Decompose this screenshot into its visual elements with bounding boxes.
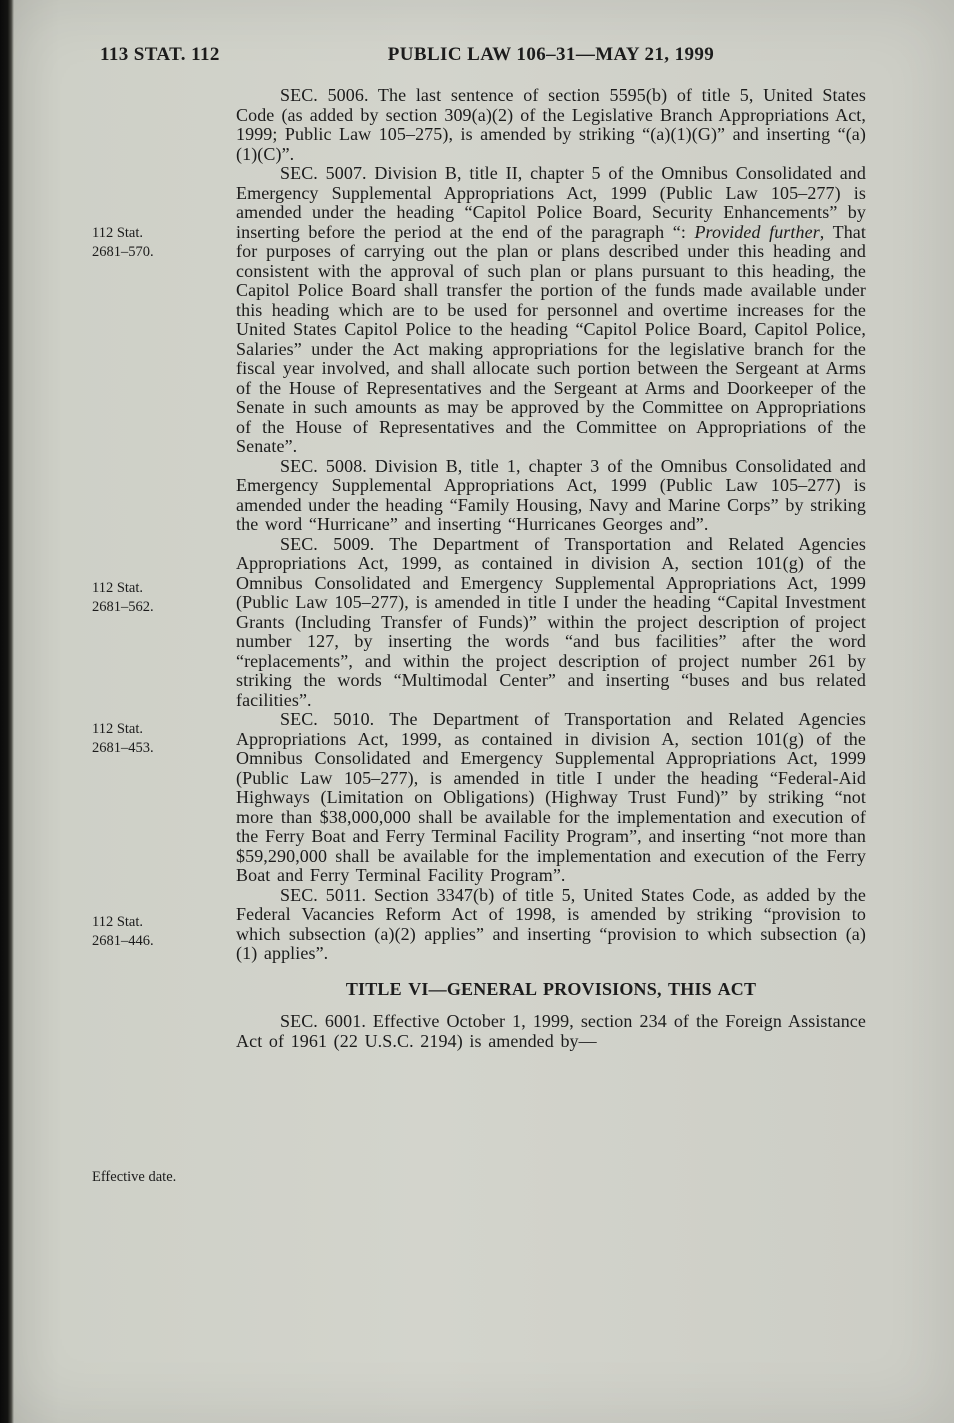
scan-edge bbox=[0, 0, 14, 1423]
margin-note-line: 2681–570. bbox=[92, 244, 154, 260]
margin-note-line: 2681–453. bbox=[92, 740, 154, 756]
stat-citation: 113 STAT. 112 bbox=[100, 44, 220, 65]
title-vi-heading: TITLE VI—GENERAL PROVISIONS, THIS ACT bbox=[345, 978, 757, 999]
margin-note-2681-453 bbox=[92, 720, 232, 758]
margin-note-line: 2681–446. bbox=[92, 933, 154, 949]
paragraph-sec-5009: SEC. 5009. The Department of Transportation and Related Agencies Appropriations Act, 1999, as contained in division A, section 101(g) of the Omnibus Consolidated and Emergency Supplemental Appropriations Act, 1999 (Public Law 105–277), is amended in title I under the heading “Capital Investment Grants (Including Transfer of Funds)” within the project description of project number 127, by inserting the words “and bus facilities” after the word “replacements”, and within the project description of project number 261 by striking the words “Multimodal Center” and inserting “buses and bus related facilities”. bbox=[236, 533, 866, 710]
margin-note-line: 112 Stat. bbox=[92, 721, 144, 737]
paragraph-sec-5008: SEC. 5008. Division B, title 1, chapter 3 of the Omnibus Consolidated and Emergency Supplemental Appropriations Act, 1999 (Public Law 105–277) is amended under the heading “Family Housing, Navy and Marine Corps” by striking the word “Hurricane” and inserting “Hurricanes Georges and”. bbox=[236, 455, 866, 534]
paragraph-sec-5011: SEC. 5011. Section 3347(b) of title 5, United States Code, as added by the Federal Vacancies Reform Act of 1998, is amended by striking “provision to which subsection (a)(2) applies” and inserting “provision to which subsection (a)(1) applies”. bbox=[236, 884, 866, 963]
margin-note-2681-446 bbox=[92, 913, 232, 951]
margin-note-line: 2681–562. bbox=[92, 599, 154, 615]
margin-note-2681-570 bbox=[92, 224, 232, 262]
margin-note-line: 112 Stat. bbox=[92, 225, 144, 241]
paragraph-sec-6001: SEC. 6001. Effective October 1, 1999, section 234 of the Foreign Assistance Act of 1961 (22 U.S.C. 2194) is amended by— bbox=[236, 1011, 866, 1051]
margin-note-2681-562 bbox=[92, 579, 232, 617]
margin-note-effective-date bbox=[92, 1168, 232, 1187]
public-law-title: PUBLIC LAW 106–31—MAY 21, 1999 bbox=[387, 44, 715, 65]
margin-note-line: 112 Stat. bbox=[92, 914, 144, 930]
statute-body bbox=[236, 86, 866, 1051]
paragraph-sec-5010: SEC. 5010. The Department of Transportation and Related Agencies Appropriations Act, 1999, as contained in division A, section 101(g) of the Omnibus Consolidated and Emergency Supplemental Appropriations Act, 1999 (Public Law 105–277), is amended in title I under the heading “Federal-Aid Highways (Limitation on Obligations) (Highway Trust Fund)” by striking “not more than $38,000,000 shall be available for the implementation and execution of the Ferry Boat and Ferry Terminal Facility Program”, and inserting “not more than $59,290,000 shall be available for the implementation and execution of the Ferry Boat and Ferry Terminal Facility Program”. bbox=[236, 709, 866, 885]
margin-note-line: Effective date. bbox=[92, 1169, 177, 1185]
paragraph-sec-5007 bbox=[236, 164, 866, 457]
margin-note-line: 112 Stat. bbox=[92, 580, 144, 596]
paragraph-text: SEC. 5007. Division B, title II, chapter 5 of the Omnibus Consolidated and Emergency Supplemental Appropriations Act, 1999 (Public Law 105–277) is amended under the heading “Capitol Police Board, Security Enhancements” by inserting before the period at the end of the paragraph “: bbox=[236, 163, 866, 242]
provided-further-italic: Provided further bbox=[694, 221, 820, 242]
paragraph-text: , That for purposes of carrying out the plan or plans described under this heading and consistent with the approval of such plan or plans pursuant to this heading, the Capitol Police Board shall transfer the portion of the funds made available under this heading which are to be used for personnel and overtime increases for the United States Capitol Police to the heading “Capitol Police Board, Capitol Police, Salaries” under the Act making appropriations for the legislative branch for the fiscal year involved, and shall allocate such portion between the Sergeant at Arms of the House of Representatives and the Sergeant at Arms and Doorkeeper of the Senate in such amounts as may be approved by the Committee on Appropriations of the House of Representatives and the Committee on Appropriations of the Senate”. bbox=[236, 221, 866, 456]
paragraph-sec-5006: SEC. 5006. The last sentence of section 5595(b) of title 5, United States Code (as added by section 309(a)(2) of the Legislative Branch Appropriations Act, 1999; Public Law 105–275), is amended by striking “(a)(1)(G)” and inserting “(a)(1)(C)”. bbox=[236, 85, 866, 164]
